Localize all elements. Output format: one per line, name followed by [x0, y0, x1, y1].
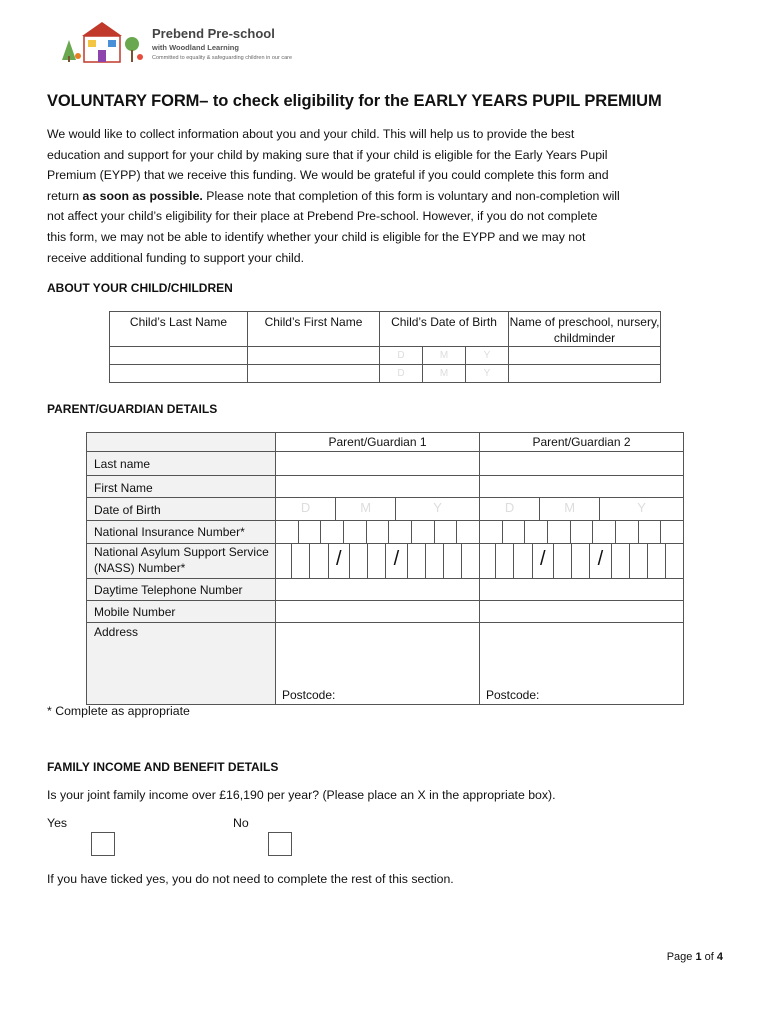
- dob-year-field[interactable]: Y: [599, 498, 683, 520]
- last-name-row: [87, 452, 684, 476]
- dob-month-field[interactable]: M: [422, 347, 465, 364]
- intro-line: not affect your child’s eligibility for their place at Prebend Pre-school. However, if you do not complete: [47, 209, 598, 224]
- intro-line: Premium (EYPP) that we receive this funding. We would be grateful if you could complete this form and: [47, 168, 609, 183]
- nass-char-box[interactable]: [367, 544, 385, 578]
- header-blank: [87, 433, 276, 452]
- parent-table-header: [87, 433, 684, 452]
- child-setting-cell[interactable]: [509, 365, 661, 383]
- nass-char-box[interactable]: [553, 544, 571, 578]
- no-checkbox[interactable]: [268, 832, 292, 856]
- child-first-name-cell[interactable]: [248, 347, 380, 365]
- yes-label: Yes: [47, 816, 68, 830]
- guardian1-first-name-field[interactable]: [276, 476, 480, 498]
- no-label: No: [233, 816, 249, 830]
- first-name-label: First Name: [87, 476, 276, 498]
- nass-separator: /: [328, 544, 350, 578]
- dob-row: [87, 498, 684, 521]
- child-last-name-header: Child’s Last Name: [110, 312, 248, 347]
- dob-label: Date of Birth: [87, 498, 276, 521]
- nass-label: National Asylum Support Service (NASS) Number*: [87, 544, 276, 579]
- child-setting-cell[interactable]: [509, 347, 661, 365]
- ni-char-box[interactable]: [592, 521, 615, 543]
- ni-char-box[interactable]: [638, 521, 661, 543]
- ni-char-box[interactable]: [276, 521, 298, 543]
- nass-char-box[interactable]: [571, 544, 589, 578]
- logo-title: Prebend Pre-school: [152, 26, 275, 41]
- postcode-label: Postcode:: [486, 688, 540, 702]
- ni-char-box[interactable]: [570, 521, 593, 543]
- guardian1-nass-field[interactable]: [276, 544, 480, 579]
- nass-char-box[interactable]: [461, 544, 479, 578]
- guardian2-dob-field[interactable]: [480, 498, 684, 521]
- ni-char-box[interactable]: [480, 521, 502, 543]
- child-table-header: [110, 312, 661, 347]
- nass-char-box[interactable]: [443, 544, 461, 578]
- income-note: If you have ticked yes, you do not need to complete the rest of this section.: [47, 872, 454, 886]
- ni-char-box[interactable]: [547, 521, 570, 543]
- mobile-row: [87, 601, 684, 623]
- nass-char-box[interactable]: [349, 544, 367, 578]
- ni-char-box[interactable]: [298, 521, 321, 543]
- logo-tagline: Committed to equality & safeguarding children in our care: [152, 55, 293, 61]
- dob-month-field[interactable]: M: [422, 365, 465, 382]
- ni-label: National Insurance Number*: [87, 521, 276, 544]
- dob-day-field[interactable]: D: [300, 500, 311, 515]
- nass-char-box[interactable]: [629, 544, 647, 578]
- guardian2-first-name-field[interactable]: [480, 476, 684, 498]
- nass-row: [87, 544, 684, 579]
- guardian1-address-field[interactable]: [276, 623, 480, 705]
- ni-char-box[interactable]: [411, 521, 434, 543]
- nass-char-box[interactable]: [495, 544, 513, 578]
- guardian1-header: Parent/Guardian 1: [276, 433, 480, 452]
- guardian1-mobile-field[interactable]: [276, 601, 480, 623]
- guardian1-dob-field[interactable]: [276, 498, 480, 521]
- house-trees-icon: [52, 16, 147, 64]
- page-number: [667, 951, 723, 963]
- document-title: VOLUNTARY FORM– to check eligibility for the EARLY YEARS PUPIL PREMIUM: [47, 92, 662, 110]
- nass-char-box[interactable]: [407, 544, 425, 578]
- dob-day-field[interactable]: D: [504, 500, 515, 515]
- guardian1-last-name-field[interactable]: [276, 452, 480, 476]
- dob-month-field[interactable]: M: [335, 498, 395, 520]
- dob-day-field[interactable]: D: [397, 368, 405, 379]
- dob-month-field[interactable]: M: [539, 498, 599, 520]
- first-name-row: [87, 476, 684, 498]
- mobile-label: Mobile Number: [87, 601, 276, 623]
- nass-char-box[interactable]: [611, 544, 629, 578]
- child-last-name-cell[interactable]: [110, 347, 248, 365]
- parent-table: [86, 432, 684, 705]
- guardian2-mobile-field[interactable]: [480, 601, 684, 623]
- child-dob-cell[interactable]: [380, 365, 509, 383]
- guardian2-header: Parent/Guardian 2: [480, 433, 684, 452]
- child-first-name-header: Child’s First Name: [248, 312, 380, 347]
- postcode-label: Postcode:: [282, 688, 336, 702]
- intro-paragraph: [47, 124, 723, 268]
- nass-char-box[interactable]: [291, 544, 309, 578]
- child-first-name-cell[interactable]: [248, 365, 380, 383]
- ni-char-box[interactable]: [660, 521, 683, 543]
- income-section-heading: FAMILY INCOME AND BENEFIT DETAILS: [47, 760, 279, 774]
- intro-emphasis: as soon as possible.: [82, 188, 203, 203]
- footnote: * Complete as appropriate: [47, 704, 190, 718]
- guardian2-nass-field[interactable]: [480, 544, 684, 579]
- ni-char-box[interactable]: [434, 521, 457, 543]
- nass-separator: /: [385, 544, 407, 578]
- guardian2-day-phone-field[interactable]: [480, 579, 684, 601]
- guardian2-last-name-field[interactable]: [480, 452, 684, 476]
- dob-year-field[interactable]: Y: [465, 365, 508, 382]
- nass-lead-space: [480, 544, 495, 578]
- nass-char-box[interactable]: [513, 544, 531, 578]
- intro-line: [47, 186, 723, 207]
- child-setting-header: Name of preschool, nursery, childminder: [509, 312, 661, 347]
- nass-char-box[interactable]: [665, 544, 683, 578]
- address-label: Address: [87, 623, 276, 705]
- intro-text: return: [47, 188, 83, 203]
- child-row: [110, 347, 661, 365]
- child-dob-cell[interactable]: [380, 347, 509, 365]
- page-current: 1: [695, 951, 702, 963]
- child-dob-header: Child’s Date of Birth: [380, 312, 509, 347]
- intro-line: education and support for your child by making sure that if your child is eligible for the Early Years Pupil: [47, 147, 608, 162]
- intro-line: this form, we may not be able to identify whether your child is eligible for the EYPP and we may not: [47, 229, 586, 244]
- ni-char-box[interactable]: [343, 521, 366, 543]
- ni-char-box[interactable]: [388, 521, 411, 543]
- nass-char-box[interactable]: [647, 544, 665, 578]
- ni-char-box[interactable]: [524, 521, 547, 543]
- dob-year-field[interactable]: Y: [465, 347, 508, 364]
- intro-line: receive additional funding to support your child.: [47, 250, 305, 265]
- logo-subtitle: with Woodland Learning: [152, 43, 239, 52]
- intro-text: Please note that completion of this form is voluntary and non-completion will: [202, 188, 620, 203]
- income-question: Is your joint family income over £16,190 per year? (Please place an X in the appropriate box).: [47, 788, 556, 802]
- page-of: of: [701, 951, 717, 963]
- parent-section-heading: PARENT/GUARDIAN DETAILS: [47, 402, 218, 416]
- yes-checkbox[interactable]: [91, 832, 115, 856]
- child-row: [110, 365, 661, 383]
- day-phone-row: [87, 579, 684, 601]
- ni-row: [87, 521, 684, 544]
- ni-char-box[interactable]: [456, 521, 479, 543]
- child-last-name-cell[interactable]: [110, 365, 248, 383]
- child-section-heading: ABOUT YOUR CHILD/CHILDREN: [47, 281, 233, 295]
- ni-char-box[interactable]: [320, 521, 343, 543]
- nass-lead-space: [276, 544, 291, 578]
- dob-day-field[interactable]: D: [397, 350, 405, 361]
- guardian2-ni-field[interactable]: [480, 521, 684, 544]
- page-label: Page: [666, 951, 696, 963]
- ni-char-box[interactable]: [615, 521, 638, 543]
- guardian1-day-phone-field[interactable]: [276, 579, 480, 601]
- ni-char-box[interactable]: [502, 521, 525, 543]
- child-table: [109, 311, 661, 383]
- nass-char-box[interactable]: [309, 544, 327, 578]
- page-total: 4: [716, 951, 723, 963]
- guardian2-address-field[interactable]: [480, 623, 684, 705]
- nass-separator: /: [589, 544, 611, 578]
- last-name-label: Last name: [87, 452, 276, 476]
- intro-line: We would like to collect information about you and your child. This will help us to provide the best: [47, 127, 575, 141]
- day-phone-label: Daytime Telephone Number: [87, 579, 276, 601]
- nass-char-box[interactable]: [425, 544, 443, 578]
- address-row: [87, 623, 684, 705]
- dob-year-field[interactable]: Y: [395, 498, 479, 520]
- guardian1-ni-field[interactable]: [276, 521, 480, 544]
- ni-char-box[interactable]: [366, 521, 389, 543]
- nass-separator: /: [532, 544, 554, 578]
